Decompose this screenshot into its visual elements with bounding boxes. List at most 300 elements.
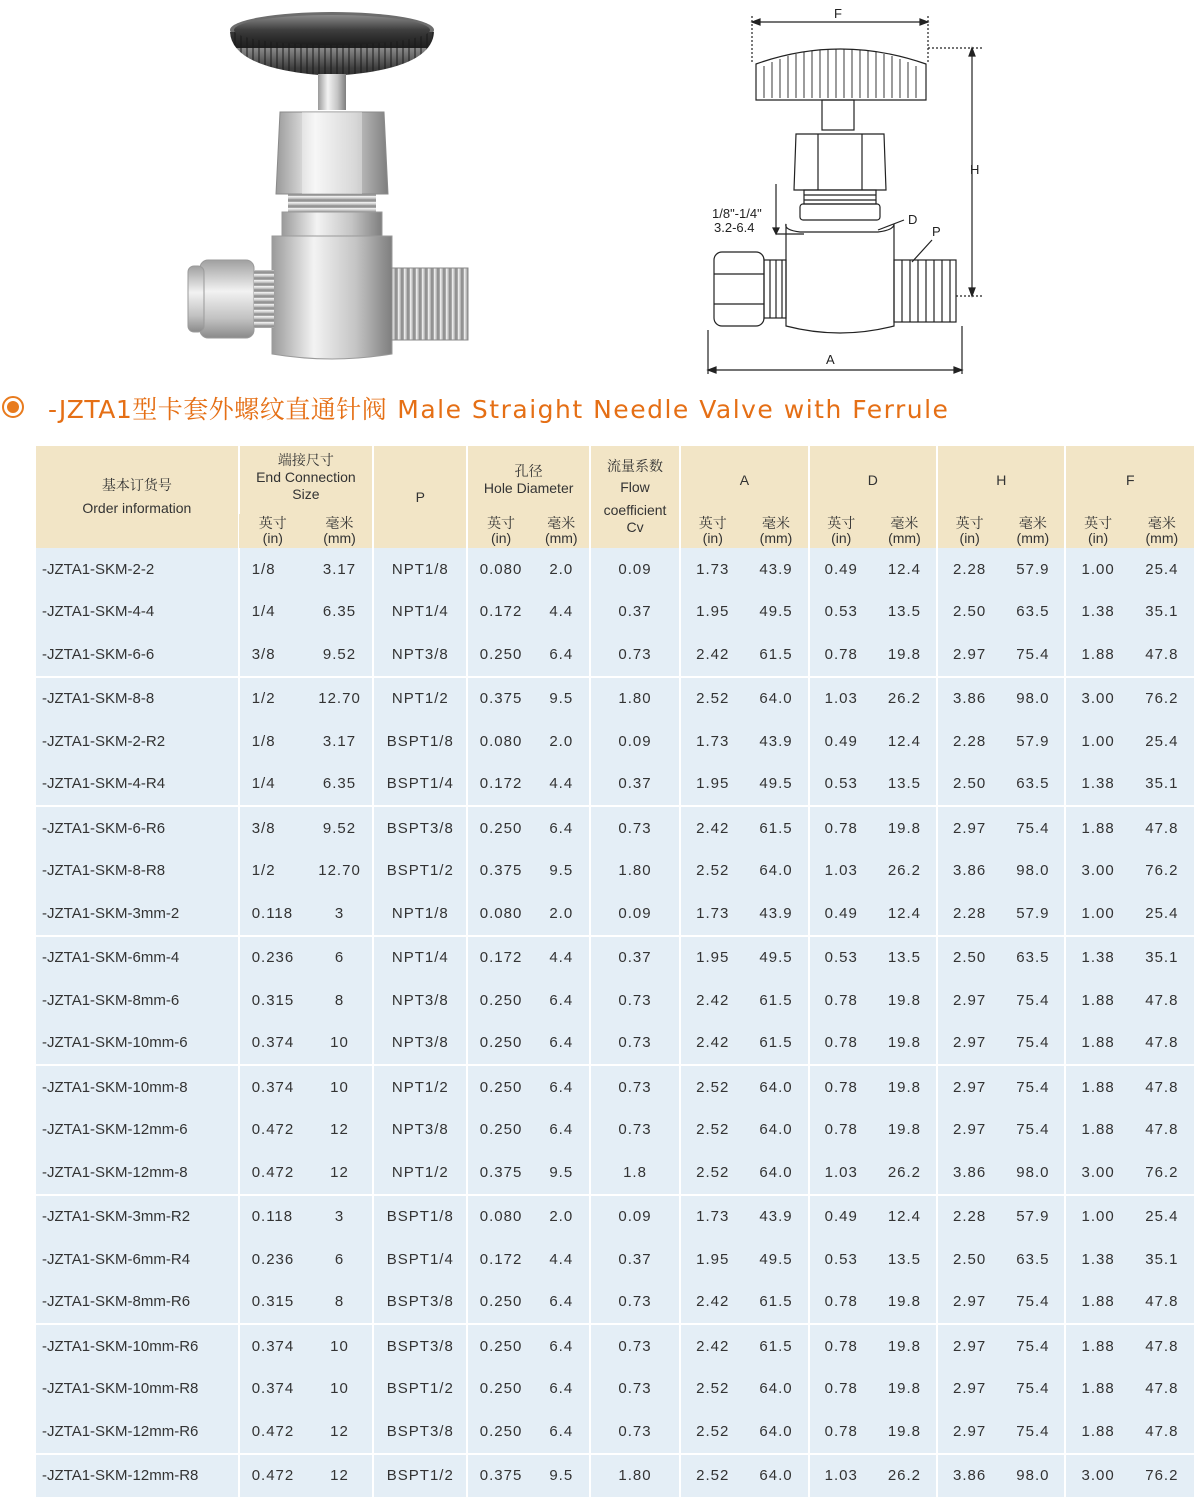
unit-a-mm [744,514,808,548]
cell-d-in: 0.49 [809,720,873,763]
header-d: D [809,446,937,514]
cell-h-mm: 75.4 [1001,1324,1065,1368]
cell-d-mm: 13.5 [873,1238,937,1281]
unit-f-mm [1130,514,1194,548]
header-h: H [937,446,1065,514]
cell-order-no: -JZTA1-SKM-6mm-R4 [36,1238,239,1281]
cell-conn-mm: 9.52 [307,633,373,677]
cell-d-in: 0.78 [809,633,873,677]
cell-flow-cv: 0.37 [590,591,680,634]
cell-conn-mm: 6.35 [307,591,373,634]
cell-d-mm: 19.8 [873,1065,937,1109]
table-row [36,591,1194,634]
cell-d-mm: 19.8 [873,1324,937,1368]
unit-label-cn: 毫米 [1017,516,1050,531]
cell-a-mm: 64.0 [744,1368,808,1411]
cell-f-mm: 47.8 [1130,1368,1194,1411]
unit-label-cn: 英寸 [699,516,727,531]
cell-h-mm: 63.5 [1001,936,1065,980]
cell-d-mm: 19.8 [873,979,937,1022]
cell-a-in: 2.52 [680,1368,744,1411]
thread-range-mm: 3.2-6.4 [714,220,754,235]
cell-f-in: 1.00 [1065,548,1129,591]
cell-hole-in: 0.375 [467,1151,533,1195]
unit-label-cn: 英寸 [827,516,855,531]
title-en: Male Straight Needle Valve with Ferrule [397,395,949,424]
cell-flow-cv: 0.73 [590,1324,680,1368]
cell-conn-in: 3/8 [239,633,307,677]
table-row [36,548,1194,591]
cell-p-thread: BSPT1/2 [373,1368,467,1411]
cell-f-in: 1.88 [1065,806,1129,850]
cell-conn-in: 0.374 [239,1368,307,1411]
title-cn: -JZTA1型卡套外螺纹直通针阀 [48,395,387,424]
table-row [36,1281,1194,1325]
cell-f-in: 1.88 [1065,1324,1129,1368]
cell-d-mm: 26.2 [873,1454,937,1497]
table-row [36,1151,1194,1195]
cell-order-no: -JZTA1-SKM-8-8 [36,677,239,721]
cell-conn-mm: 10 [307,1022,373,1066]
cell-d-mm: 12.4 [873,1195,937,1239]
cell-h-in: 3.86 [937,850,1001,893]
cell-hole-in: 0.250 [467,1281,533,1325]
unit-a-inch [680,514,744,548]
dim-f-label: F [834,6,842,21]
cell-hole-mm: 2.0 [534,720,590,763]
cell-conn-mm: 10 [307,1368,373,1411]
cell-h-in: 3.86 [937,1454,1001,1497]
cell-a-mm: 61.5 [744,1324,808,1368]
cell-a-in: 1.95 [680,1238,744,1281]
cell-h-in: 2.97 [937,1022,1001,1066]
cell-p-thread: BSPT1/4 [373,763,467,807]
unit-label-en: (mm) [1146,531,1179,546]
cell-d-in: 1.03 [809,850,873,893]
cell-hole-mm: 4.4 [534,1238,590,1281]
cell-p-thread: NPT1/8 [373,548,467,591]
cell-a-mm: 43.9 [744,892,808,936]
cell-a-mm: 43.9 [744,548,808,591]
table-row [36,1368,1194,1411]
cell-a-mm: 49.5 [744,936,808,980]
cell-f-mm: 76.2 [1130,1454,1194,1497]
cell-hole-in: 0.250 [467,1109,533,1152]
cell-h-in: 2.97 [937,1281,1001,1325]
cell-order-no: -JZTA1-SKM-3mm-2 [36,892,239,936]
cell-a-mm: 64.0 [744,1454,808,1497]
unit-label-cn: 英寸 [259,516,287,531]
cell-order-no: -JZTA1-SKM-2-2 [36,548,239,591]
header-order [36,446,239,548]
cell-hole-mm: 9.5 [534,1454,590,1497]
cell-d-in: 0.78 [809,1281,873,1325]
cell-d-mm: 19.8 [873,633,937,677]
cell-a-mm: 61.5 [744,633,808,677]
unit-label-en: (in) [827,531,855,546]
cell-f-mm: 35.1 [1130,936,1194,980]
cell-a-in: 2.42 [680,633,744,677]
cell-f-mm: 35.1 [1130,1238,1194,1281]
cell-p-thread: BSPT3/8 [373,1410,467,1454]
cell-f-in: 1.88 [1065,1022,1129,1066]
table-row [36,936,1194,980]
cell-f-in: 1.88 [1065,1065,1129,1109]
cell-a-in: 2.42 [680,1324,744,1368]
cell-hole-in: 0.375 [467,677,533,721]
cell-hole-mm: 6.4 [534,1324,590,1368]
cell-h-in: 2.97 [937,979,1001,1022]
cell-order-no: -JZTA1-SKM-10mm-8 [36,1065,239,1109]
cell-h-in: 2.97 [937,806,1001,850]
cell-p-thread: NPT3/8 [373,1022,467,1066]
table-row [36,677,1194,721]
header-order-cn: 基本订货号 [36,477,238,494]
cell-h-in: 2.97 [937,1065,1001,1109]
cell-flow-cv: 0.73 [590,806,680,850]
cell-d-mm: 19.8 [873,1281,937,1325]
cell-a-mm: 61.5 [744,806,808,850]
cell-a-in: 1.73 [680,1195,744,1239]
header-hole-cn: 孔径 [468,463,588,480]
unit-label-en: (mm) [323,531,356,546]
cell-h-in: 2.50 [937,763,1001,807]
cell-h-in: 2.97 [937,1410,1001,1454]
cell-a-mm: 49.5 [744,763,808,807]
table-row [36,850,1194,893]
cell-p-thread: BSPT1/8 [373,1195,467,1239]
cell-h-mm: 75.4 [1001,633,1065,677]
cell-flow-cv: 0.09 [590,892,680,936]
cell-f-in: 1.00 [1065,720,1129,763]
cell-p-thread: NPT3/8 [373,633,467,677]
cell-p-thread: BSPT3/8 [373,1281,467,1325]
unit-label-en: (in) [259,531,287,546]
cell-d-in: 0.53 [809,763,873,807]
cell-a-mm: 64.0 [744,1410,808,1454]
cell-h-mm: 98.0 [1001,1151,1065,1195]
cell-a-mm: 64.0 [744,850,808,893]
cell-a-mm: 61.5 [744,1022,808,1066]
cell-d-in: 0.53 [809,591,873,634]
cell-h-mm: 57.9 [1001,548,1065,591]
cell-h-mm: 75.4 [1001,979,1065,1022]
cell-d-in: 0.78 [809,1109,873,1152]
cell-order-no: -JZTA1-SKM-12mm-8 [36,1151,239,1195]
spec-table [36,446,1194,1497]
cell-h-mm: 98.0 [1001,850,1065,893]
unit-d-inch [809,514,873,548]
cell-flow-cv: 0.73 [590,1281,680,1325]
table-row [36,1022,1194,1066]
cell-conn-mm: 12 [307,1454,373,1497]
cell-hole-in: 0.250 [467,1022,533,1066]
cell-hole-mm: 6.4 [534,1368,590,1411]
cell-order-no: -JZTA1-SKM-8mm-6 [36,979,239,1022]
cell-f-mm: 76.2 [1130,677,1194,721]
cell-f-in: 1.38 [1065,936,1129,980]
cell-h-mm: 75.4 [1001,1022,1065,1066]
cell-conn-mm: 8 [307,979,373,1022]
cell-a-in: 2.42 [680,979,744,1022]
cell-conn-in: 0.374 [239,1324,307,1368]
unit-label-cn: 英寸 [956,516,984,531]
cell-a-in: 1.95 [680,591,744,634]
cell-a-in: 2.42 [680,806,744,850]
cell-flow-cv: 0.09 [590,548,680,591]
cell-h-in: 2.50 [937,936,1001,980]
cell-p-thread: BSPT1/2 [373,850,467,893]
unit-h-inch [937,514,1001,548]
cell-flow-cv: 0.73 [590,1368,680,1411]
cell-hole-in: 0.250 [467,979,533,1022]
cell-f-in: 1.00 [1065,892,1129,936]
cell-p-thread: BSPT1/4 [373,1238,467,1281]
cell-d-mm: 19.8 [873,1410,937,1454]
dim-h-label: H [970,162,979,177]
cell-h-in: 3.86 [937,677,1001,721]
header-conn-en2: Size [240,486,372,503]
cell-hole-in: 0.080 [467,892,533,936]
cell-f-in: 1.00 [1065,1195,1129,1239]
cell-a-in: 2.52 [680,1065,744,1109]
cell-a-in: 2.52 [680,1410,744,1454]
cell-d-mm: 12.4 [873,892,937,936]
cell-f-in: 1.38 [1065,1238,1129,1281]
unit-label-en: (in) [956,531,984,546]
cell-f-in: 1.38 [1065,763,1129,807]
header-connection [239,446,373,514]
cell-hole-in: 0.172 [467,591,533,634]
cell-p-thread: BSPT3/8 [373,806,467,850]
cell-d-mm: 13.5 [873,763,937,807]
cell-a-in: 2.42 [680,1281,744,1325]
cell-hole-in: 0.250 [467,1410,533,1454]
cell-f-mm: 25.4 [1130,892,1194,936]
cell-a-in: 1.73 [680,892,744,936]
cell-h-mm: 98.0 [1001,1454,1065,1497]
cell-conn-mm: 12 [307,1410,373,1454]
cell-d-in: 0.78 [809,979,873,1022]
unit-label-en: (mm) [1017,531,1050,546]
cell-order-no: -JZTA1-SKM-8-R8 [36,850,239,893]
cell-d-in: 0.49 [809,1195,873,1239]
cell-flow-cv: 0.73 [590,1022,680,1066]
cell-h-in: 2.50 [937,591,1001,634]
header-conn-en1: End Connection [240,469,372,486]
cell-hole-mm: 2.0 [534,1195,590,1239]
table-row [36,1454,1194,1497]
cell-d-mm: 19.8 [873,1109,937,1152]
cell-f-mm: 76.2 [1130,1151,1194,1195]
cell-hole-mm: 6.4 [534,979,590,1022]
unit-label-en: (in) [1084,531,1112,546]
cell-hole-mm: 4.4 [534,936,590,980]
cell-f-mm: 76.2 [1130,850,1194,893]
cell-conn-in: 1/8 [239,720,307,763]
cell-flow-cv: 0.73 [590,633,680,677]
cell-flow-cv: 0.73 [590,979,680,1022]
table-row [36,1109,1194,1152]
cell-a-mm: 61.5 [744,1281,808,1325]
cell-order-no: -JZTA1-SKM-10mm-6 [36,1022,239,1066]
unit-label-cn: 毫米 [760,516,793,531]
cell-conn-in: 0.315 [239,1281,307,1325]
unit-label-cn: 英寸 [1084,516,1112,531]
unit-label-en: (mm) [545,531,578,546]
cell-a-in: 2.42 [680,1022,744,1066]
cell-d-in: 0.53 [809,1238,873,1281]
cell-a-mm: 64.0 [744,1151,808,1195]
cell-f-mm: 47.8 [1130,1410,1194,1454]
cell-d-in: 0.78 [809,1324,873,1368]
cell-d-in: 0.78 [809,1022,873,1066]
table-row [36,720,1194,763]
cell-d-mm: 12.4 [873,548,937,591]
cell-h-mm: 75.4 [1001,806,1065,850]
cell-h-in: 2.28 [937,892,1001,936]
cell-conn-in: 0.118 [239,892,307,936]
cell-conn-mm: 8 [307,1281,373,1325]
cell-flow-cv: 1.80 [590,1454,680,1497]
cell-hole-in: 0.080 [467,720,533,763]
cell-hole-in: 0.172 [467,936,533,980]
cell-d-mm: 13.5 [873,591,937,634]
cell-hole-mm: 9.5 [534,850,590,893]
cell-d-mm: 26.2 [873,1151,937,1195]
cell-f-mm: 25.4 [1130,720,1194,763]
cell-hole-mm: 2.0 [534,892,590,936]
cell-flow-cv: 0.73 [590,1065,680,1109]
cell-a-in: 2.52 [680,1454,744,1497]
cell-order-no: -JZTA1-SKM-6-6 [36,633,239,677]
cell-hole-in: 0.080 [467,548,533,591]
unit-label-cn: 英寸 [487,516,515,531]
header-hole [467,446,589,514]
cell-flow-cv: 1.80 [590,677,680,721]
cell-f-in: 3.00 [1065,1151,1129,1195]
unit-conn-inch [239,514,307,548]
cell-d-mm: 26.2 [873,850,937,893]
cell-conn-in: 0.472 [239,1410,307,1454]
unit-d-mm [873,514,937,548]
cell-conn-mm: 3.17 [307,720,373,763]
cell-order-no: -JZTA1-SKM-4-R4 [36,763,239,807]
cell-conn-mm: 12 [307,1109,373,1152]
cell-f-mm: 25.4 [1130,548,1194,591]
cell-hole-mm: 4.4 [534,591,590,634]
cell-flow-cv: 1.80 [590,850,680,893]
cell-p-thread: BSPT3/8 [373,1324,467,1368]
table-row [36,806,1194,850]
cell-conn-in: 0.374 [239,1022,307,1066]
cell-h-mm: 57.9 [1001,892,1065,936]
cell-conn-in: 0.374 [239,1065,307,1109]
cell-hole-mm: 9.5 [534,677,590,721]
cell-conn-mm: 12.70 [307,677,373,721]
cell-order-no: -JZTA1-SKM-6-R6 [36,806,239,850]
cell-h-mm: 75.4 [1001,1065,1065,1109]
cell-a-in: 1.73 [680,548,744,591]
cell-f-mm: 47.8 [1130,633,1194,677]
cell-a-in: 2.52 [680,850,744,893]
thread-range-in: 1/8"-1/4" [712,206,762,221]
cell-a-mm: 64.0 [744,1109,808,1152]
cell-hole-mm: 6.4 [534,1022,590,1066]
cell-hole-mm: 6.4 [534,806,590,850]
cell-conn-mm: 10 [307,1324,373,1368]
cell-d-in: 1.03 [809,1454,873,1497]
cell-order-no: -JZTA1-SKM-12mm-6 [36,1109,239,1152]
valve-photo [180,8,480,360]
header-flow-en3: Cv [591,519,679,536]
page-title [48,390,949,426]
unit-label-cn: 毫米 [888,516,921,531]
unit-label-en: (mm) [888,531,921,546]
dim-p-label: P [932,224,941,239]
cell-p-thread: NPT3/8 [373,979,467,1022]
cell-conn-in: 0.236 [239,936,307,980]
cell-conn-in: 1/2 [239,677,307,721]
cell-hole-in: 0.080 [467,1195,533,1239]
cell-f-in: 3.00 [1065,677,1129,721]
bullet-icon [2,396,24,418]
cell-hole-mm: 6.4 [534,1109,590,1152]
cell-conn-mm: 10 [307,1065,373,1109]
cell-d-in: 0.78 [809,1368,873,1411]
cell-h-in: 2.28 [937,1195,1001,1239]
cell-h-in: 2.50 [937,1238,1001,1281]
unit-label-en: (mm) [760,531,793,546]
cell-p-thread: NPT1/2 [373,1065,467,1109]
unit-hole-inch [467,514,533,548]
cell-f-mm: 47.8 [1130,1065,1194,1109]
cell-f-mm: 47.8 [1130,979,1194,1022]
cell-f-in: 3.00 [1065,850,1129,893]
cell-d-mm: 19.8 [873,806,937,850]
cell-flow-cv: 0.09 [590,720,680,763]
cell-order-no: -JZTA1-SKM-8mm-R6 [36,1281,239,1325]
cell-d-mm: 12.4 [873,720,937,763]
cell-conn-in: 0.472 [239,1109,307,1152]
unit-f-inch [1065,514,1129,548]
cell-hole-in: 0.250 [467,633,533,677]
cell-a-mm: 64.0 [744,1065,808,1109]
cell-d-in: 0.53 [809,936,873,980]
cell-p-thread: BSPT1/8 [373,720,467,763]
cell-h-mm: 63.5 [1001,763,1065,807]
cell-h-mm: 75.4 [1001,1368,1065,1411]
cell-d-mm: 19.8 [873,1022,937,1066]
cell-conn-mm: 6 [307,936,373,980]
cell-f-in: 1.88 [1065,1368,1129,1411]
cell-f-mm: 47.8 [1130,1324,1194,1368]
dim-d-label: D [908,212,917,227]
cell-order-no: -JZTA1-SKM-6mm-4 [36,936,239,980]
cell-hole-in: 0.250 [467,1368,533,1411]
cell-a-mm: 43.9 [744,1195,808,1239]
cell-h-in: 2.28 [937,720,1001,763]
cell-flow-cv: 0.37 [590,1238,680,1281]
unit-label-en: (in) [487,531,515,546]
cell-h-in: 2.97 [937,1109,1001,1152]
cell-p-thread: NPT1/2 [373,677,467,721]
cell-f-in: 1.88 [1065,979,1129,1022]
header-a: A [680,446,808,514]
cell-d-mm: 13.5 [873,936,937,980]
cell-d-in: 0.78 [809,1410,873,1454]
cell-conn-in: 1/8 [239,548,307,591]
